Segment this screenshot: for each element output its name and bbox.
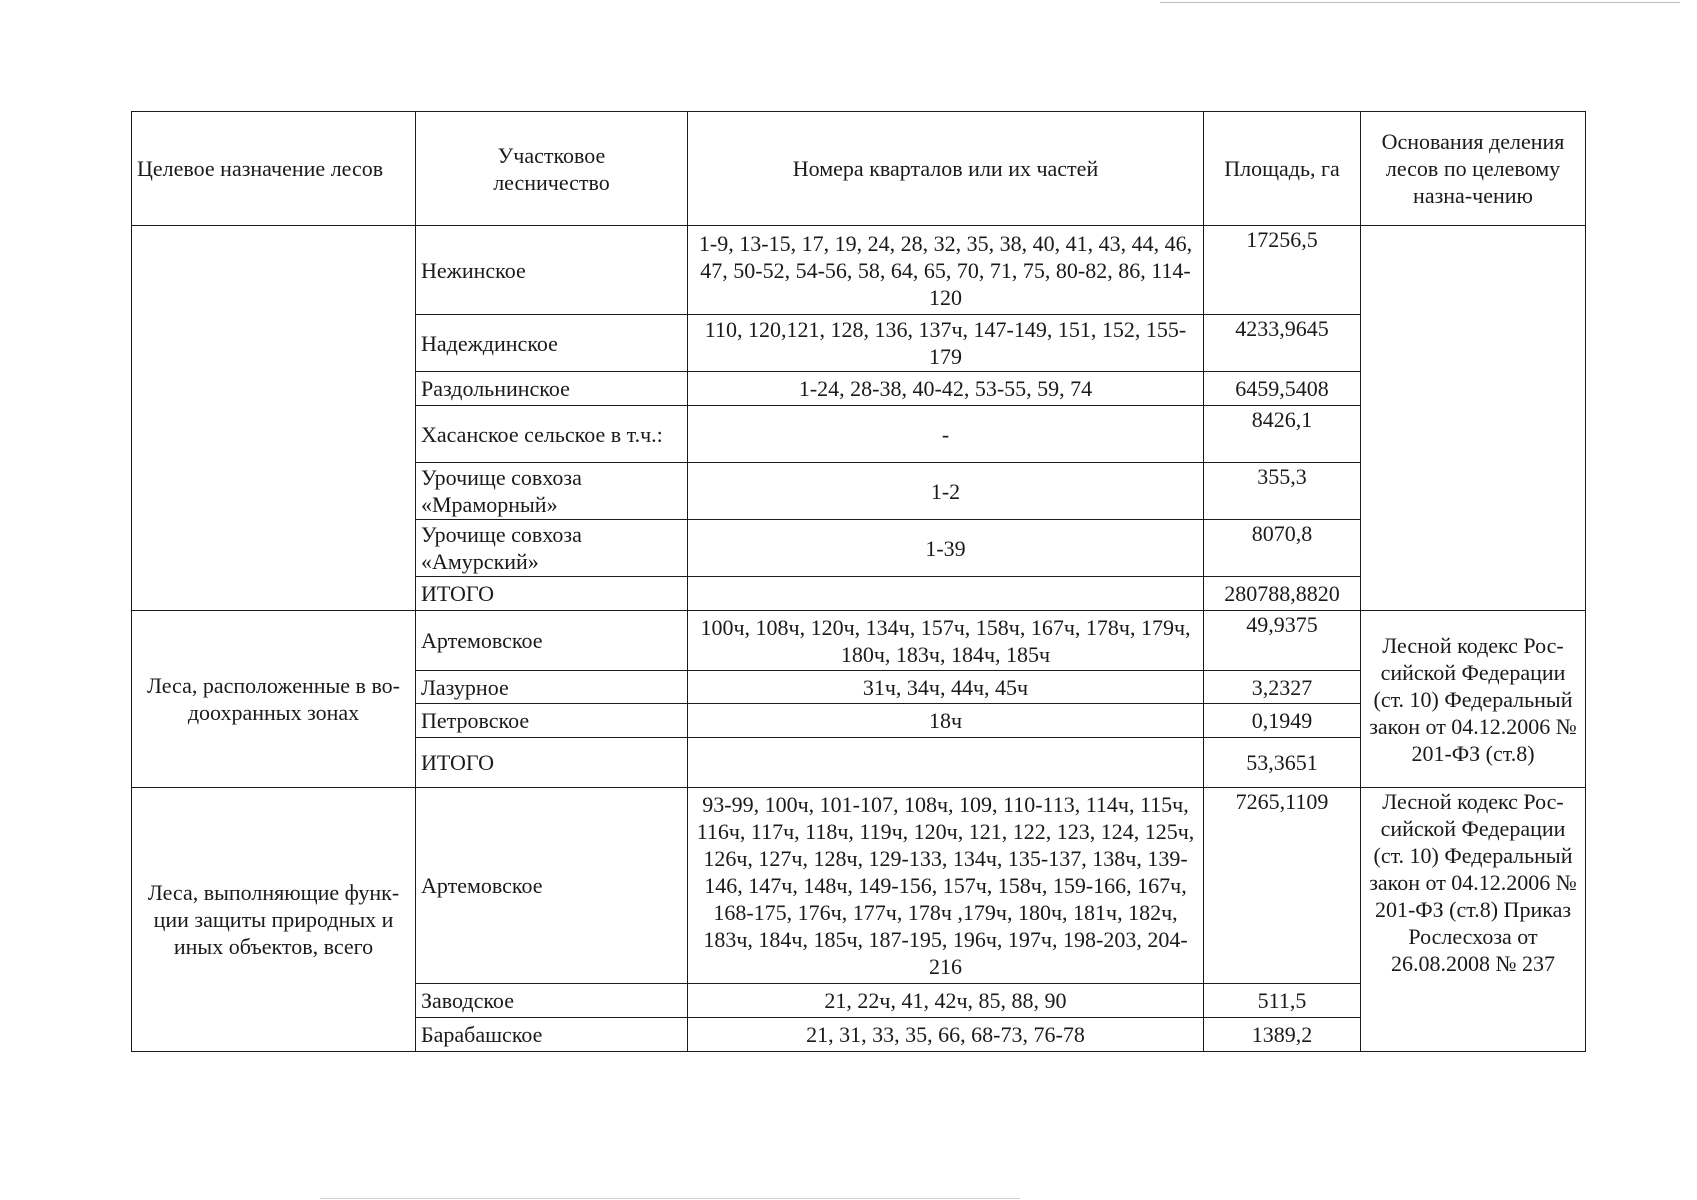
total-area: 280788,8820: [1204, 577, 1361, 611]
forestry-cell: Урочище совхоза «Амурский»: [416, 520, 688, 577]
quarters-cell: 93-99, 100ч, 101-107, 108ч, 109, 110-113, 114ч, 115ч, 116ч, 117ч, 118ч, 119ч, 120ч, 121, 122, 123, 124, 125ч, 126ч, 127ч, 128ч, 129-133, 134ч, 135-137, 138ч, 139-146, 147ч, 148ч, 149-156, 157ч, 158ч, 159-166, 167ч, 168-175, 176ч, 177ч, 178ч ,179ч, 180ч, 181ч, 182ч, 183ч, 184ч, 185ч, 187-195, 196ч, 197ч, 198-203, 204-216: [688, 788, 1204, 984]
header-forestry: Участковое лесничество: [416, 112, 688, 226]
quarters-cell: 1-9, 13-15, 17, 19, 24, 28, 32, 35, 38, 40, 41, 43, 44, 46, 47, 50-52, 54-56, 58, 64, 65, 70, 71, 75, 80-82, 86, 114-120: [688, 226, 1204, 315]
area-cell: 3,2327: [1204, 671, 1361, 704]
header-area: Площадь, га: [1204, 112, 1361, 226]
header-quarters: Номера кварталов или их частей: [688, 112, 1204, 226]
quarters-cell: 21, 22ч, 41, 42ч, 85, 88, 90: [688, 984, 1204, 1018]
area-cell: 355,3: [1204, 463, 1361, 520]
area-cell: 17256,5: [1204, 226, 1361, 315]
basis-cell: Лесной кодекс Рос-сийской Федерации (ст. 10) Федеральный закон от 04.12.2006 № 201-ФЗ (ст.8) Приказ Рослесхоза от 26.08.2008 № 237: [1361, 788, 1586, 1052]
table-row: [132, 611, 1586, 671]
area-cell: 1389,2: [1204, 1018, 1361, 1052]
forestry-cell: Надеждинское: [416, 315, 688, 372]
forestry-cell: Раздольнинское: [416, 372, 688, 406]
quarters-cell: 31ч, 34ч, 44ч, 45ч: [688, 671, 1204, 704]
forestry-cell: Урочище совхоза «Мраморный»: [416, 463, 688, 520]
area-cell: 8426,1: [1204, 406, 1361, 463]
purpose-cell: [132, 226, 416, 611]
forest-purpose-table: [131, 111, 1586, 1052]
area-cell: 4233,9645: [1204, 315, 1361, 372]
basis-cell: Лесной кодекс Рос-сийской Федерации (ст. 10) Федеральный закон от 04.12.2006 № 201-ФЗ (ст.8): [1361, 611, 1586, 788]
quarters-cell: 110, 120,121, 128, 136, 137ч, 147-149, 151, 152, 155-179: [688, 315, 1204, 372]
quarters-cell: 1-24, 28-38, 40-42, 53-55, 59, 74: [688, 372, 1204, 406]
quarters-cell: -: [688, 406, 1204, 463]
total-quarters-empty: [688, 738, 1204, 788]
quarters-cell: 18ч: [688, 704, 1204, 738]
quarters-cell: 100ч, 108ч, 120ч, 134ч, 157ч, 158ч, 167ч, 178ч, 179ч, 180ч, 183ч, 184ч, 185ч: [688, 611, 1204, 671]
quarters-cell: 1-2: [688, 463, 1204, 520]
scan-artifact-top: [1160, 2, 1680, 3]
table-row: [132, 226, 1586, 315]
area-cell: 49,9375: [1204, 611, 1361, 671]
area-cell: 6459,5408: [1204, 372, 1361, 406]
purpose-cell: Леса, расположенные в во-доохранных зонах: [132, 611, 416, 788]
total-quarters-empty: [688, 577, 1204, 611]
forestry-cell: Хасанское сельское в т.ч.:: [416, 406, 688, 463]
forestry-cell: Артемовское: [416, 788, 688, 984]
forestry-cell: Петровское: [416, 704, 688, 738]
header-basis: Основания деления лесов по целевому назна-чению: [1361, 112, 1586, 226]
forestry-cell: Артемовское: [416, 611, 688, 671]
area-cell: 7265,1109: [1204, 788, 1361, 984]
quarters-cell: 1-39: [688, 520, 1204, 577]
forestry-cell: Барабашское: [416, 1018, 688, 1052]
area-cell: 8070,8: [1204, 520, 1361, 577]
table-header-row: [132, 112, 1586, 226]
area-cell: 0,1949: [1204, 704, 1361, 738]
forestry-cell: Лазурное: [416, 671, 688, 704]
forestry-cell: Заводское: [416, 984, 688, 1018]
basis-cell: [1361, 226, 1586, 611]
purpose-cell: Леса, выполняющие функ-ции защиты природных и иных объектов, всего: [132, 788, 416, 1052]
quarters-cell: 21, 31, 33, 35, 66, 68-73, 76-78: [688, 1018, 1204, 1052]
total-label: ИТОГО: [416, 738, 688, 788]
area-cell: 511,5: [1204, 984, 1361, 1018]
total-area: 53,3651: [1204, 738, 1361, 788]
table-row: [132, 788, 1586, 984]
forestry-cell: Нежинское: [416, 226, 688, 315]
scan-artifact-bottom: [320, 1198, 1020, 1199]
header-purpose: Целевое назначение лесов: [132, 112, 416, 226]
total-label: ИТОГО: [416, 577, 688, 611]
